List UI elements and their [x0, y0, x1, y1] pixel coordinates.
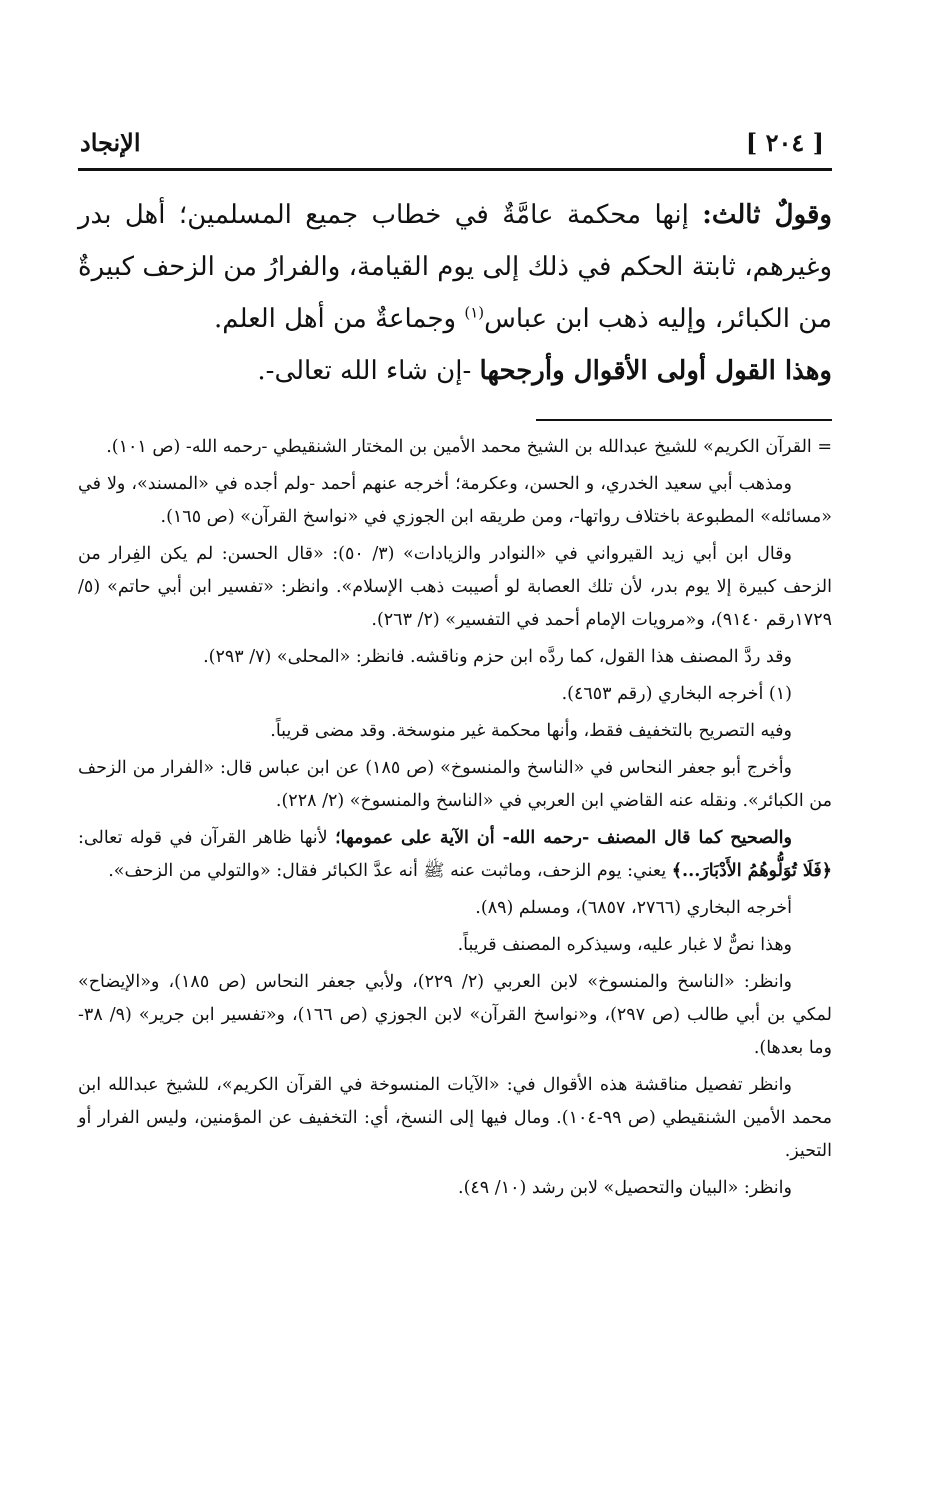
- paragraph-third-opinion: [78, 189, 832, 345]
- footnote-paragraph: وانظر تفصيل مناقشة هذه الأقوال في: «الآيات المنسوخة في القرآن الكريم»، للشيخ عبدالله ابن محمد الأمين الشنقيطي (ص ٩٩-١٠٤). ومال فيها إلى النسخ، أي: التخفيف عن المؤمنين، وليس الفرار أو التحيز.: [78, 1075, 832, 1161]
- preferred-opinion-bold: وهذا القول أولى الأقوال وأرجحها: [479, 356, 832, 386]
- page-number: [ ٢٠٤ ]: [745, 128, 824, 157]
- running-title: الإنجاد: [80, 128, 141, 157]
- footnote-paragraph: أخرجه البخاري (٢٧٦٦، ٦٨٥٧)، ومسلم (٨٩).: [475, 898, 792, 918]
- third-opinion-tail: وجماعةٌ من أهل العلم.: [214, 304, 465, 334]
- footnote-paragraph: وانظر: «البيان والتحصيل» لابن رشد (١٠/ ٤٩).: [458, 1178, 792, 1198]
- third-opinion-text: إنها محكمة عامَّةٌ في خطاب جميع المسلمين؛ أهل بدر وغيرهم، ثابتة الحكم في ذلك إلى يوم القيامة، والفرارُ من الزحف كبيرةٌ من الكبائر، وإليه ذهب ابن عباس: [78, 200, 832, 334]
- correct-view-bold: والصحيح كما قال المصنف -رحمه الله- أن الآية على عمومها؛: [335, 828, 792, 848]
- footnote-ref-1[interactable]: (١): [464, 303, 485, 322]
- footnotes: [78, 431, 832, 1205]
- paragraph-preferred-opinion: [78, 345, 832, 397]
- footnote-continuation: = القرآن الكريم» للشيخ عبدالله بن الشيخ محمد الأمين بن المختار الشنقيطي -رحمه الله- (ص ١٠١).: [106, 437, 832, 457]
- book-page: [78, 124, 832, 1209]
- third-opinion-lead: وقولٌ ثالث:: [702, 200, 832, 230]
- correct-view-text: لأنها ظاهر القرآن في قوله تعالى:: [78, 828, 336, 848]
- quran-verse: ﴿فَلَا تُوَلُّوهُمُ الأَدْبَارَ...﴾: [671, 861, 832, 881]
- main-text: [78, 189, 832, 397]
- footnote-paragraph: وهذا نصٌّ لا غبار عليه، وسيذكره المصنف قريباً.: [457, 935, 792, 955]
- footnote-paragraph: وفيه التصريح بالتخفيف فقط، وأنها محكمة غير منوسخة. وقد مضى قريباً.: [270, 721, 792, 741]
- footnote-paragraph: ومذهب أبي سعيد الخدري، و الحسن، وعكرمة؛ أخرجه عنهم أحمد -ولم أجده في «المسند»، ولا في «مسائله» المطبوعة باختلاف رواتها-، ومن طريقه ابن الجوزي في «نواسخ القرآن» (ص ١٦٥).: [78, 474, 832, 527]
- correct-view-tail: يعني: يوم الزحف، وماثبت عنه ﷺ أنه عدَّ الكبائر فقال: «والتولي من الزحف».: [108, 861, 672, 881]
- footnote-paragraph: وقد ردَّ المصنف هذا القول، كما ردَّه ابن حزم وناقشه. فانظر: «المحلى» (٧/ ٢٩٣).: [203, 647, 792, 667]
- footnote-separator: [536, 419, 832, 421]
- footnote-paragraph-correct-view: [78, 822, 832, 888]
- footnote-paragraph: وأخرج أبو جعفر النحاس في «الناسخ والمنسوخ» (ص ١٨٥) عن ابن عباس قال: «الفرار من الزحف من الكبائر». ونقله عنه القاضي ابن العربي في «الناسخ والمنسوخ» (٢/ ٢٢٨).: [78, 758, 832, 811]
- footnote-1: (١) أخرجه البخاري (رقم ٤٦٥٣).: [561, 684, 792, 704]
- footnote-paragraph: وقال ابن أبي زيد القيرواني في «النوادر والزيادات» (٣/ ٥٠): «قال الحسن: لم يكن الفِرار من الزحف كبيرة إلا يوم بدر، لأن تلك العصابة لو أصيبت ذهب الإسلام». وانظر: «تفسير ابن أبي حاتم» (٥/ ١٧٢٩رقم ٩١٤٠)، و«مرويات الإمام أحمد في التفسير» (٢/ ٢٦٣).: [78, 544, 832, 630]
- footnote-paragraph: وانظر: «الناسخ والمنسوخ» لابن العربي (٢/ ٢٢٩)، ولأبي جعفر النحاس (ص ١٨٥)، و«الإيضاح» لمكي بن أبي طالب (ص ٢٩٧)، و«نواسخ القرآن» لابن الجوزي (ص ١٦٦)، و«تفسير ابن جرير» (٩/ ٣٨- وما بعدها).: [78, 972, 832, 1058]
- page-header: [78, 124, 832, 171]
- preferred-opinion-tail: -إن شاء الله تعالى-.: [257, 356, 480, 386]
